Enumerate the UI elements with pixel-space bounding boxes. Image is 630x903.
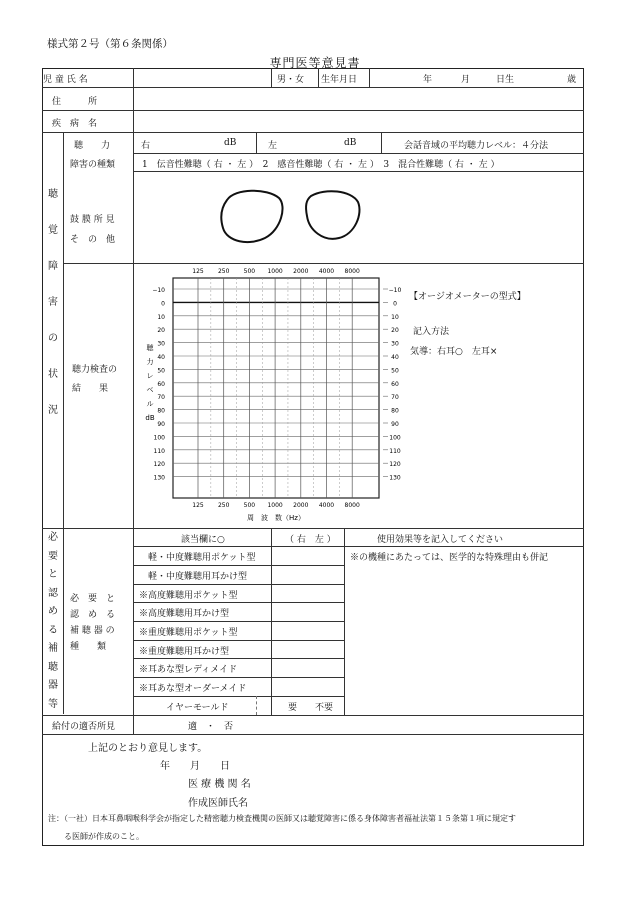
audiogram [134,264,404,529]
y-tick-label-right: 80 [391,407,399,415]
x-tick-label-bottom: 8000 [344,502,360,509]
x-tick-label-bottom: 125 [192,502,204,509]
aid-item: 軽・中度難聴用耳かけ型 [148,572,248,582]
y-tick-label-right: 100 [389,434,401,442]
label-need-4: 種 類 [70,642,107,652]
y-tick-label-right: 0 [393,300,397,308]
aid-item: ※高度難聴用耳かけ型 [139,609,230,619]
x-tick-label-top: 250 [217,268,230,275]
x-tick-label-top: 500 [243,268,256,275]
col-side-header: （ 右 左 ） [285,535,336,545]
opinion-date: 年 月 日 [160,761,230,772]
label-month: 月 [461,75,471,85]
y-tick-label: 20 [157,327,165,335]
y-tick-label-right: 60 [391,380,399,388]
y-tick-label: 50 [157,367,165,375]
label-child-name: 児 童 氏 名 [43,75,88,85]
x-tick-label-bottom: 1000 [267,502,283,509]
y-tick-label: 90 [157,421,165,428]
label-age: 歳 [567,75,577,85]
y-tick-label: −10 [152,287,165,294]
y-axis-label-char: dB [145,414,155,422]
label-year: 年 [423,75,433,85]
label-dob: 生年月日 [321,75,358,85]
eardrum-sketch [215,186,370,248]
label-test-result-2: 結 果 [72,384,109,394]
y-tick-label-right: 90 [391,421,399,428]
aid-item: ※重度難聴用耳かけ型 [139,647,230,657]
label-disease: 疾 病 名 [52,119,98,129]
y-tick-label: 80 [157,407,165,415]
label-disorder-type: 障害の種類 [70,160,116,170]
y-tick-label: 120 [153,461,165,469]
label-day: 日生 [496,75,515,85]
label-need-2: 認 め る [70,610,116,620]
label-average-level: 会話音域の平均聴力レベル：４分法 [404,141,549,151]
x-tick-label-bottom: 500 [243,502,256,509]
label-need-1: 必 要 と [70,594,116,604]
audiometer-type-title: 【オージオメーターの型式】 [409,292,526,302]
special-reason-note: ※の機種にあたっては、医学的な特殊理由も併記 [350,553,549,563]
y-tick-label-right: 30 [391,340,399,348]
label-left: 左 [268,141,278,151]
y-axis-label-char: ベ [146,386,154,394]
y-tick-label: 110 [153,447,165,455]
y-tick-label-right: 110 [389,447,401,455]
audiogram-chart [134,264,404,526]
y-tick-label: 70 [157,394,165,402]
y-axis-label-char: 聴 [146,344,154,352]
label-sex: 男・女 [277,75,305,85]
x-tick-label-top: 1000 [267,268,283,275]
y-tick-label-right: 20 [391,327,399,335]
col-note-header: 使用効果等を記入してください [377,535,504,545]
y-tick-label-right: 50 [391,367,399,375]
x-tick-label-top: 8000 [344,268,360,275]
aid-item: ※耳あな型オーダーメイド [139,684,247,694]
x-tick-label-bottom: 4000 [318,502,335,509]
audiogram-border [173,278,379,498]
y-tick-label: 30 [157,340,165,348]
y-tick-label-right: 120 [389,461,401,469]
y-tick-label-right: 130 [389,474,401,482]
label-need-3: 補 聴 器 の [70,626,115,636]
label-right: 右 [141,141,151,151]
y-tick-label-right: 10 [391,313,399,321]
label-db-right: dB [224,138,237,148]
medical-institution-label: 医 療 機 関 名 [188,779,251,790]
label-db-left: dB [344,138,357,148]
section-hearing-label: 聴 覚 障 害 の 状 況 [48,189,58,416]
page-title: 専門医等意見書 [269,56,361,70]
opinion-text: 上記のとおり意見します。 [88,743,208,754]
label-hearing: 聴 力 [74,141,111,151]
aid-item: 軽・中度難聴用ポケット型 [148,553,256,563]
label-other: そ の 他 [70,235,116,245]
y-tick-label-right: −10 [388,287,402,294]
y-axis-label-char: 力 [146,358,154,366]
y-tick-label: 100 [153,434,165,442]
x-tick-label-top: 125 [192,268,204,275]
col-check-header: 該当欄に○ [181,535,225,545]
aid-item-earmold: イヤーモールド [166,703,229,713]
aid-item: ※高度難聴用ポケット型 [139,591,238,601]
x-axis-label: 周 波 数（Hz） [247,514,305,522]
method-conduction: 気導：右耳○ 左耳× [410,347,498,357]
aid-item: ※耳あな型レディメイド [139,665,238,675]
x-tick-label-top: 2000 [293,268,309,275]
earmold-need: 要 不要 [288,703,334,713]
y-tick-label: 0 [161,300,165,308]
doctor-name-label: 作成医師氏名 [188,798,248,809]
y-tick-label-right: 40 [391,354,399,361]
x-tick-label-bottom: 250 [217,502,230,509]
y-tick-label: 10 [157,313,165,321]
x-tick-label-bottom: 2000 [293,502,309,509]
supply-value: 適 ・ 否 [188,722,234,732]
footnote-line-2: る医師が作成のこと。 [64,832,144,841]
form-number: 様式第２号（第６条関係） [47,38,173,50]
label-eardrum: 鼓 膜 所 見 [70,215,115,225]
x-tick-label-top: 4000 [318,268,335,275]
footnote-line-1: 注：（一社）日本耳鼻咽喉科学会が指定した精密聴力検査機関の医師又は聴覚障害に係る身体障害者福祉法第１５条第１項に規定す [48,814,516,823]
y-tick-label-right: 70 [391,394,399,402]
y-axis-label-char: ル [146,400,154,408]
y-axis-label-char: レ [146,372,154,380]
label-test-result-1: 聴力検査の [72,365,118,375]
label-supply: 給付の適否所見 [52,722,116,732]
section-aid-label: 必 要 と 認 め る 補 聴 器 等 [48,532,58,710]
disorder-types: 1 伝音性難聴（ 右 ・ 左 ） 2 感音性難聴（ 右 ・ 左 ） 3 混合性難聴（ 右 ・ 左 ） [142,160,500,170]
y-tick-label: 60 [157,380,165,388]
y-tick-label: 40 [157,354,165,361]
method-title: 記入方法 [413,327,450,337]
aid-item: ※重度難聴用ポケット型 [139,628,238,638]
y-tick-label: 130 [153,474,165,482]
label-address: 住 所 [52,97,98,107]
